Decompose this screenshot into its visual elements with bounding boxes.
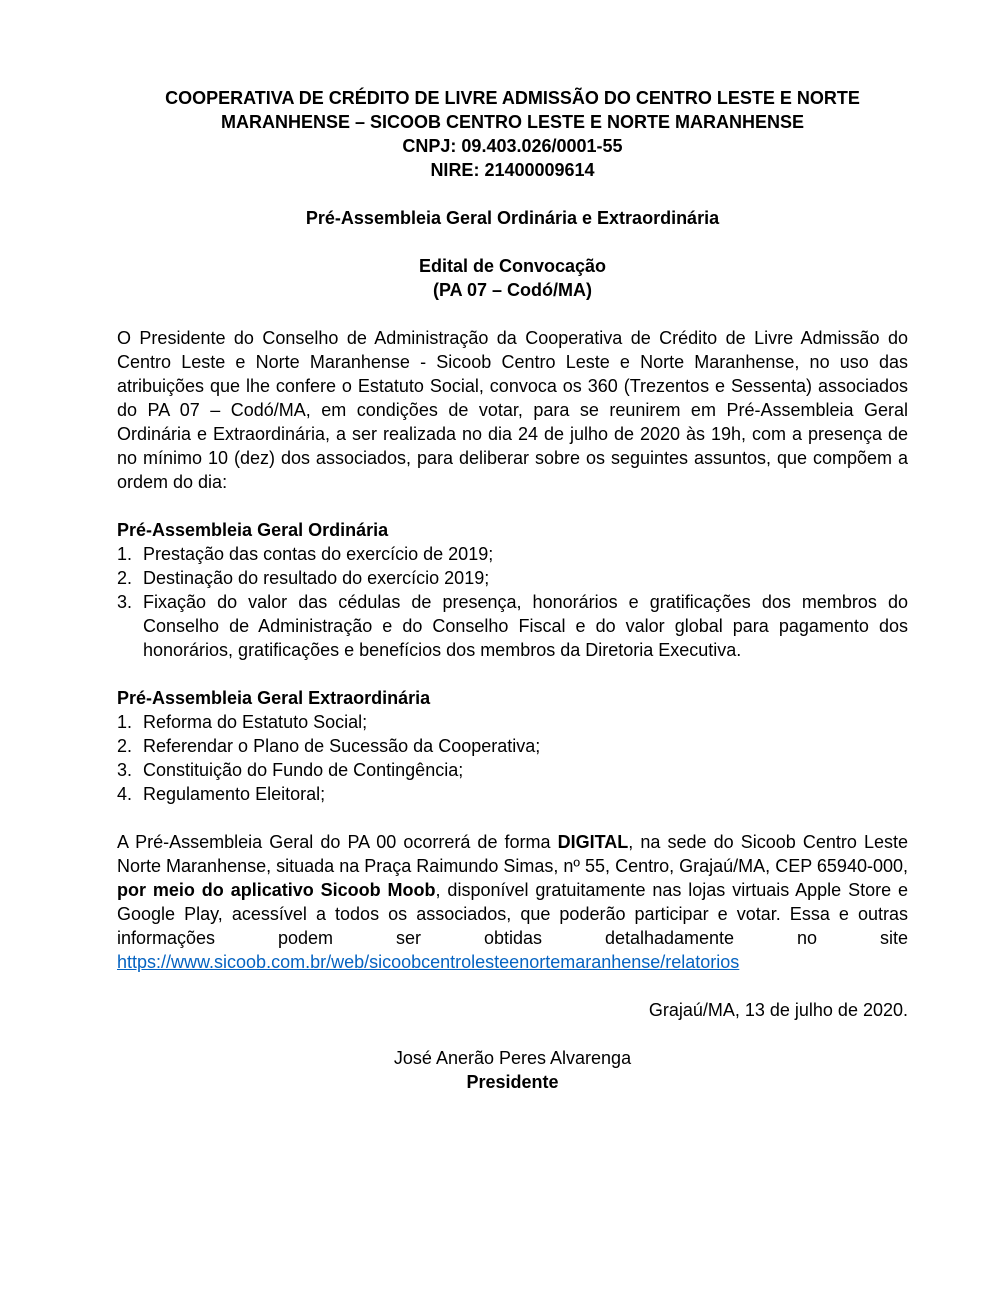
list-item [117, 590, 908, 662]
signature-name: José Anerão Peres Alvarenga [393, 1048, 632, 1068]
list-item-number: 2. [117, 736, 133, 756]
ordinaria-list [117, 542, 908, 662]
signature-block [117, 1046, 908, 1094]
edital-title: Edital de Convocação [418, 256, 607, 276]
edital-subtitle [117, 254, 908, 302]
list-item-text: Fixação do valor das cédulas de presença, honorários e gratificações dos membros do Conselho de Administração e do Conselho Fiscal e do valor global para pagamento dos honorários, gratificações e benefícios dos membros da Diretoria Executiva. [143, 592, 908, 660]
org-name-line-2: MARANHENSE – SICOOB CENTRO LESTE E NORTE MARANHENSE [220, 112, 805, 132]
section-extraordinaria [117, 686, 908, 806]
list-item-text: Referendar o Plano de Sucessão da Cooperativa; [143, 736, 541, 756]
digital-bold-word: DIGITAL [557, 832, 629, 852]
digital-text-3: , disponível gratuitamente nas lojas virtuais Apple Store e Google Play, acessível a todos os associados, que poderão participar e votar. Essa e outras informações podem ser obtidas detalhadamente no site [117, 880, 909, 948]
intro-paragraph: O Presidente do Conselho de Administração da Cooperativa de Crédito de Livre Admissão do Centro Leste e Norte Maranhense - Sicoob Centro Leste e Norte Maranhense, no uso das atribuições que lhe confere o Estatuto Social, convoca os 360 (Trezentos e Sessenta) associados do PA 07 – Codó/MA, em condições de votar, para se reunirem em Pré-Assembleia Geral Ordinária e Extraordinária, a ser realizada no dia 24 de julho de 2020 às 19h, com a presença de no mínimo 10 (dez) dos associados, para deliberar sobre os seguintes assuntos, que compõem a ordem do dia: [117, 328, 908, 492]
document-header [117, 86, 908, 182]
list-item-text: Destinação do resultado do exercício 2019; [143, 568, 490, 588]
list-item [117, 782, 908, 806]
list-item [117, 542, 908, 566]
nire-line: NIRE: 21400009614 [430, 160, 595, 180]
list-item-number: 1. [117, 712, 133, 732]
list-item-number: 3. [117, 592, 133, 612]
list-item-number: 3. [117, 760, 133, 780]
list-item [117, 710, 908, 734]
digital-bold-app: por meio do aplicativo Sicoob Moob [117, 880, 436, 900]
list-item-number: 1. [117, 544, 133, 564]
section-extraordinaria-heading: Pré-Assembleia Geral Extraordinária [117, 688, 431, 708]
list-item [117, 758, 908, 782]
section-ordinaria-heading: Pré-Assembleia Geral Ordinária [117, 520, 389, 540]
digital-paragraph [117, 830, 908, 974]
section-ordinaria [117, 518, 908, 662]
dateline: Grajaú/MA, 13 de julho de 2020. [648, 1000, 908, 1020]
cnpj-line: CNPJ: 09.403.026/0001-55 [402, 136, 623, 156]
digital-text-1: A Pré-Assembleia Geral do PA 00 ocorrerá de forma [117, 832, 558, 852]
list-item [117, 734, 908, 758]
list-item-number: 2. [117, 568, 133, 588]
document-title: Pré-Assembleia Geral Ordinária e Extraordinária [305, 208, 720, 228]
extraordinaria-list [117, 710, 908, 806]
list-item [117, 566, 908, 590]
digital-text-2: , na sede do Sicoob Centro Leste Norte Maranhense, situada na Praça Raimundo Simas, nº 55, Centro, Grajaú/MA, CEP 65940-000, [117, 832, 908, 876]
org-name-line-1: COOPERATIVA DE CRÉDITO DE LIVRE ADMISSÃO DO CENTRO LESTE E NORTE [165, 88, 860, 108]
list-item-text: Constituição do Fundo de Contingência; [143, 760, 464, 780]
pa-location: (PA 07 – Codó/MA) [432, 280, 592, 300]
list-item-number: 4. [117, 784, 133, 804]
signature-role: Presidente [466, 1072, 559, 1092]
list-item-text: Prestação das contas do exercício de 2019; [143, 544, 494, 564]
relatorios-link[interactable]: https://www.sicoob.com.br/web/sicoobcentrolesteenortemaranhense/relatorios [117, 952, 740, 972]
list-item-text: Regulamento Eleitoral; [143, 784, 326, 804]
list-item-text: Reforma do Estatuto Social; [143, 712, 368, 732]
